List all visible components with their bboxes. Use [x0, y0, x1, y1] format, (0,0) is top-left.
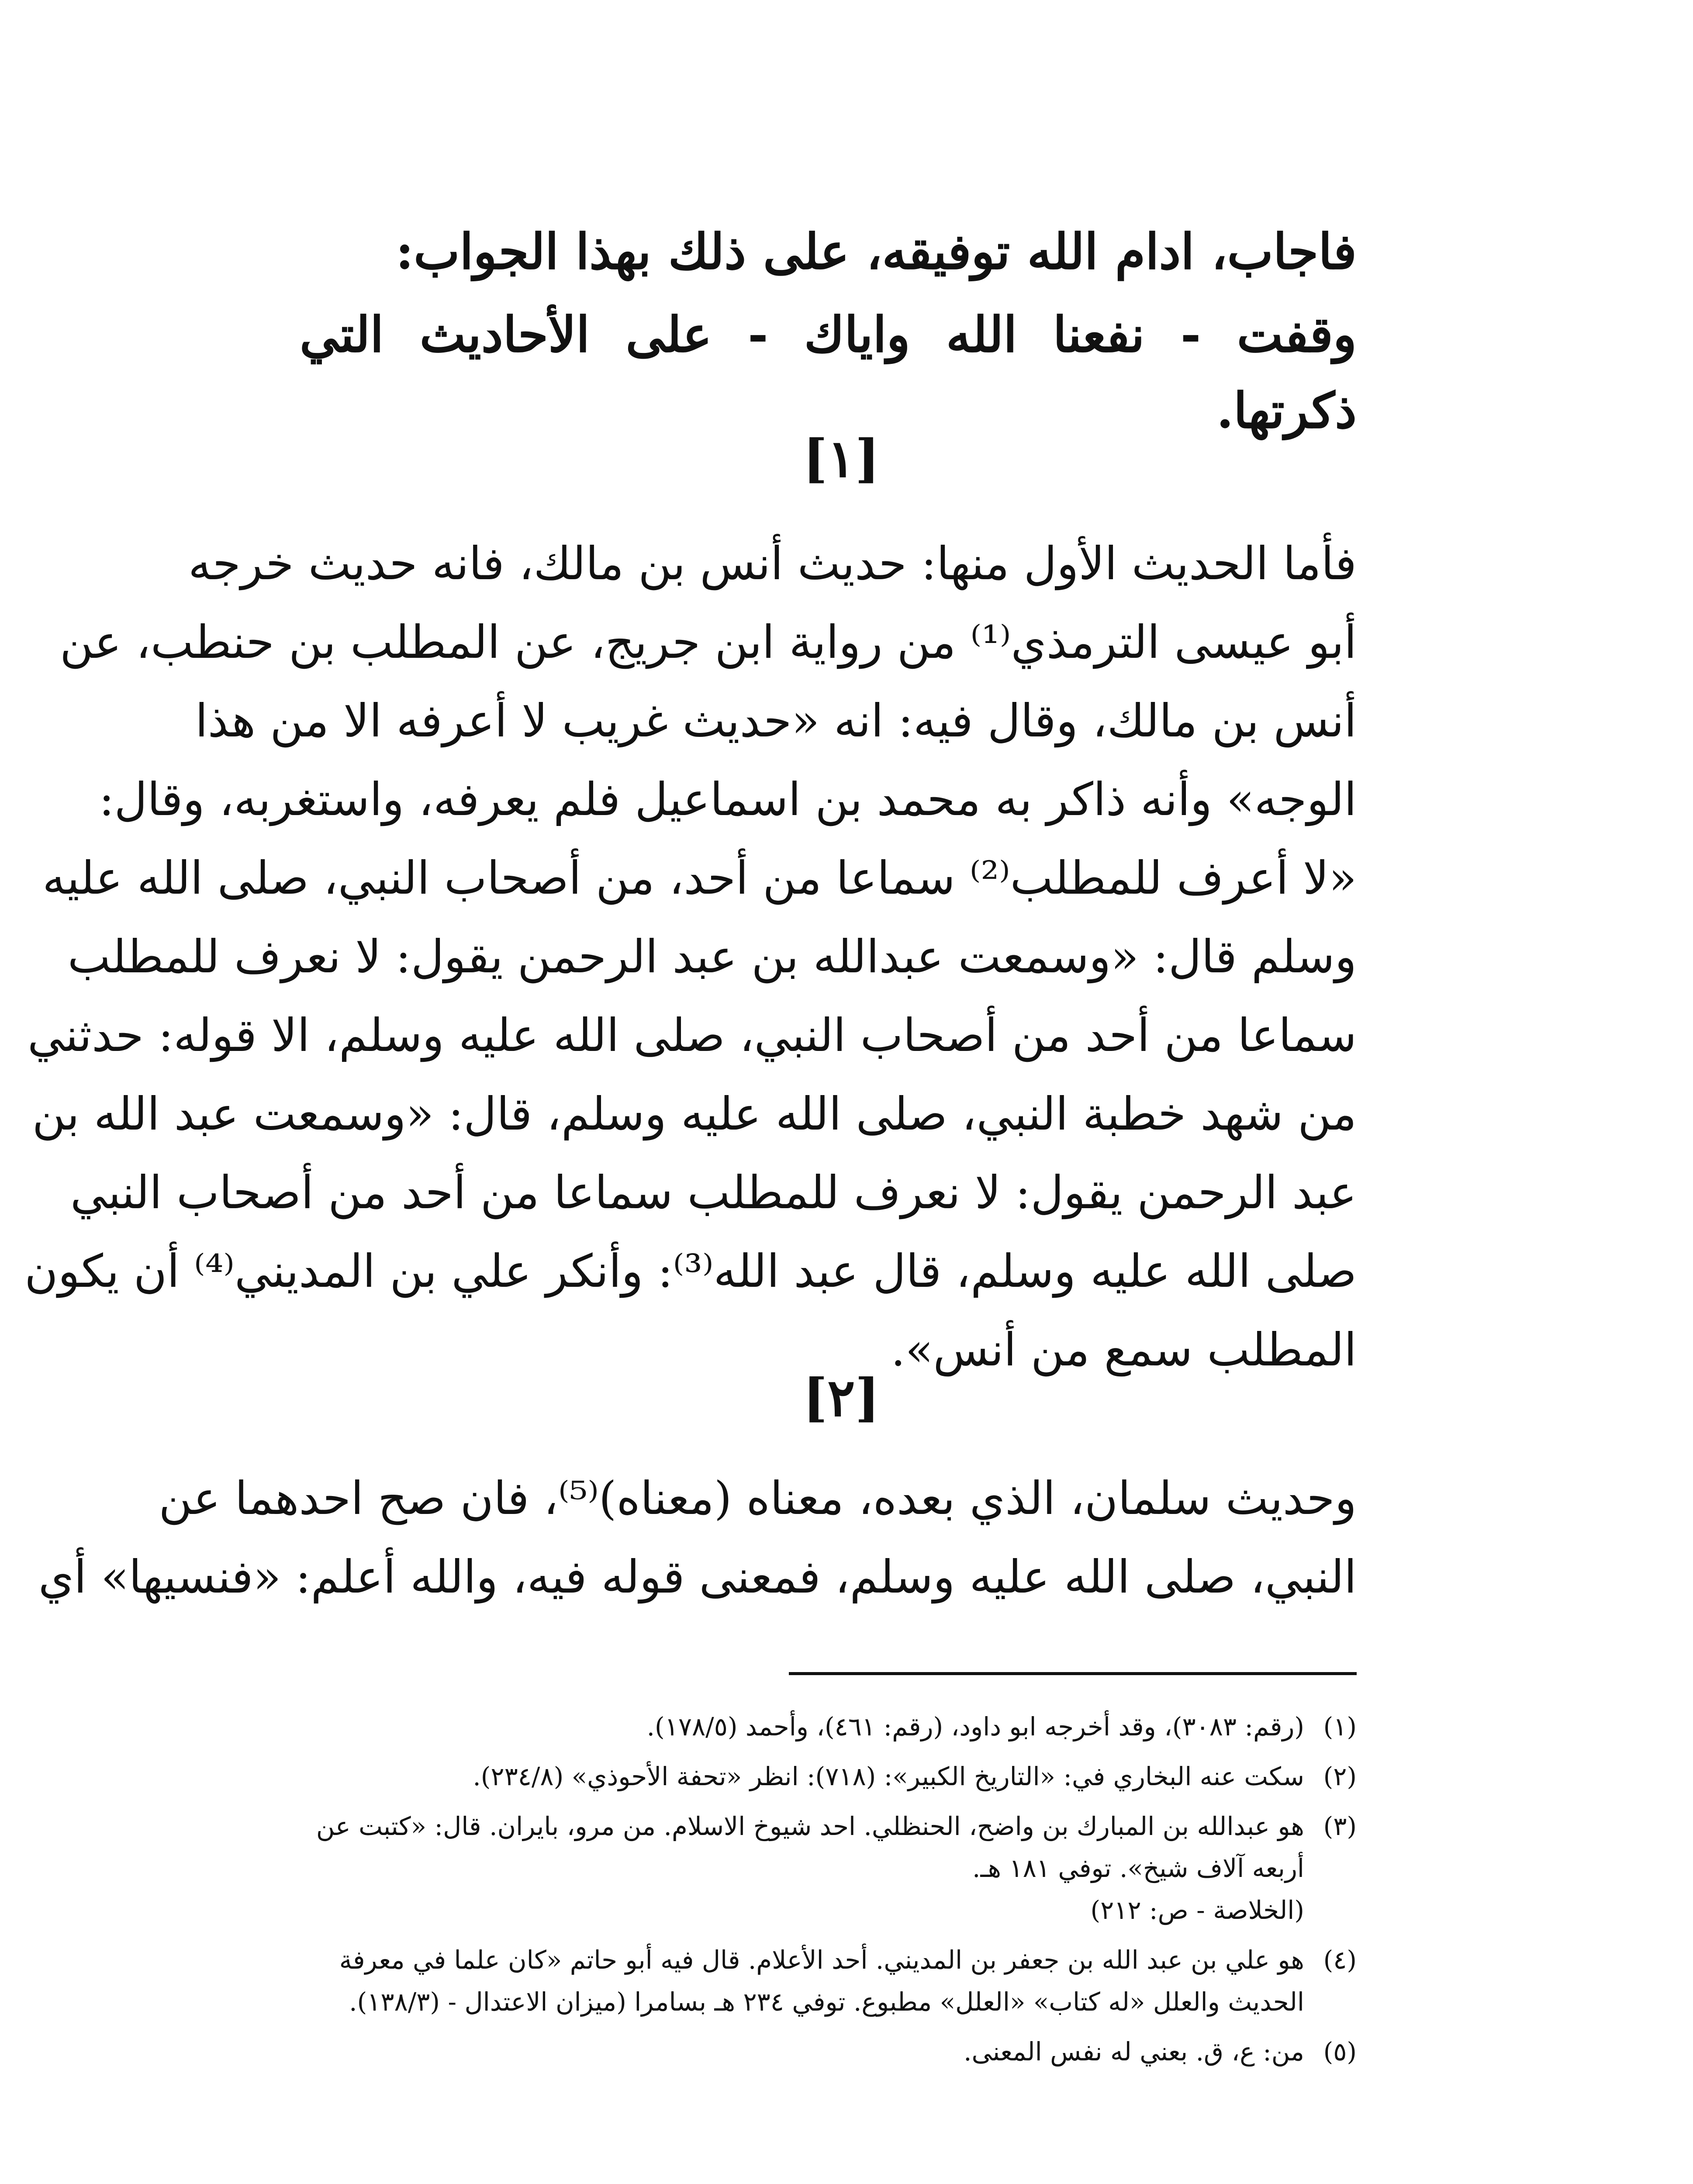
paragraph-line: فأما الحديث الأول منها: حديث أنس بن مالك، فانه حديث خرجه [188, 537, 1357, 590]
footnote [300, 1755, 1357, 1797]
footnote-line: (رقم: ٣٠٨٣)، وقد أخرجه ابو داود، (رقم: ٤٦١)، وأحمد (١٧٨/٥). [646, 1712, 1304, 1742]
footnotes [300, 1706, 1357, 2080]
footnote-line: هو عبدالله بن المبارك بن واضح، الحنظلي. احد شيوخ الاسلام. من مرو، بايران. قال: «كتبت عن [316, 1811, 1304, 1841]
footnote [300, 1939, 1357, 2023]
intro-line-2: وقفت - نفعنا الله واياك - على الأحاديث التي ذكرتها. [300, 306, 1357, 439]
footnote [300, 1805, 1357, 1931]
footnote-number: (٣) [1323, 1811, 1357, 1841]
footnote-text [300, 1939, 1304, 2023]
paragraph-line: «لا أعرف للمطلب⁽²⁾ سماعا من أحد، من أصحاب النبي، صلى الله عليه [42, 851, 1357, 905]
paragraph-line: الوجه» وأنه ذاكر به محمد بن اسماعيل فلم يعرفه، واستغربه، وقال: [99, 773, 1357, 826]
footnote-line: من: ع، ق. بعني له نفس المعنى. [964, 2037, 1304, 2067]
paragraph-line: عبد الرحمن يقول: لا نعرف للمطلب سماعا من أحد من أصحاب النبي [70, 1166, 1357, 1219]
footnote [300, 2031, 1357, 2073]
footnote-text [300, 1755, 1304, 1797]
footnote-line: أربعه آلاف شيخ». توفي ١٨١ هـ. [972, 1853, 1304, 1883]
footnote-number: (٥) [1323, 2037, 1357, 2067]
paragraph-line: صلى الله عليه وسلم، قال عبد الله⁽³⁾: وأنكر علي بن المديني⁽⁴⁾ أن يكون [24, 1244, 1357, 1298]
paragraph-line: أبو عيسى الترمذي⁽¹⁾ من رواية ابن جريج، عن المطلب بن حنطب، عن [60, 615, 1357, 669]
footnote-divider [789, 1672, 1357, 1675]
section-1-heading: [١] [803, 428, 880, 489]
section-1-paragraph [24, 524, 1357, 1389]
footnote-number: (٢) [1323, 1762, 1357, 1791]
footnote [300, 1706, 1357, 1748]
section-2-paragraph [38, 1459, 1357, 1616]
paragraph-line: النبي، صلى الله عليه وسلم، فمعنى قوله فيه، والله أعلم: «فنسيها» أي [38, 1550, 1357, 1603]
intro-line-1: فاجاب، ادام الله توفيقه، على ذلك بهذا الجواب: [395, 223, 1357, 280]
paragraph-line: من شهد خطبة النبي، صلى الله عليه وسلم، قال: «وسمعت عبد الله بن [32, 1087, 1357, 1140]
paragraph-line: المطلب سمع من أنس». [891, 1323, 1357, 1376]
footnote-text [300, 1706, 1304, 1748]
section-2-heading: [٢] [803, 1367, 880, 1428]
footnote-line: سكت عنه البخاري في: «التاريخ الكبير»: (٧١٨): انظر «تحفة الأحوذي» (٢٣٤/٨). [473, 1762, 1304, 1791]
paragraph-line: سماعا من أحد من أصحاب النبي، صلى الله عليه وسلم، الا قوله: حدثني [28, 1009, 1357, 1062]
paragraph-line: وسلم قال: «وسمعت عبدالله بن عبد الرحمن يقول: لا نعرف للمطلب [67, 930, 1357, 983]
footnote-text [300, 2031, 1304, 2073]
footnote-number: (٤) [1323, 1945, 1357, 1975]
footnote-line: (الخلاصة - ص: ٢١٢) [1090, 1895, 1304, 1925]
footnote-text [300, 1805, 1304, 1931]
footnote-line: الحديث والعلل «له كتاب» «العلل» مطبوع. توفي ٢٣٤ هـ بسامرا (ميزان الاعتدال - (١٣٨/٣). [349, 1987, 1304, 2017]
paragraph-line: أنس بن مالك، وقال فيه: انه «حديث غريب لا أعرفه الا من هذا [195, 694, 1357, 747]
footnote-line: هو علي بن عبد الله بن جعفر بن المديني. أحد الأعلام. قال فيه أبو حاتم «كان علما في معرفة [339, 1945, 1304, 1975]
paragraph-line: وحديث سلمان، الذي بعده، معناه (معناه)⁽⁵⁾، فان صح احدهما عن [159, 1472, 1357, 1525]
footnote-number: (١) [1323, 1712, 1357, 1742]
